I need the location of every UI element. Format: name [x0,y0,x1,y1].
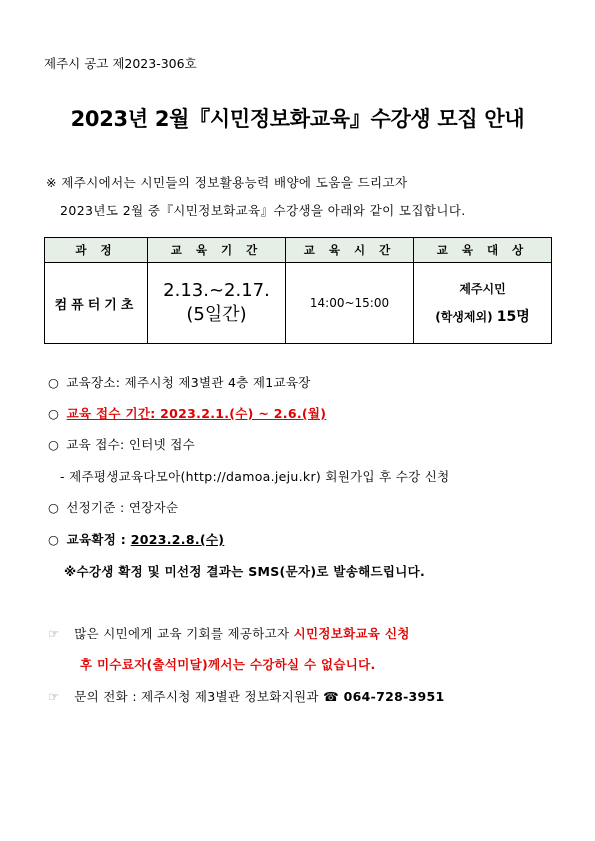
circle-bullet-icon: ○ [48,532,60,547]
header-target: 교 육 대 상 [414,238,552,263]
note1-red: 시민정보화교육 신청 [293,626,410,641]
note2-red: 후 미수료자(출석미달)께서는 수강하실 수 없습니다. [80,657,376,672]
header-period: 교 육 기 간 [148,238,286,263]
period-dates: 2.13.~2.17. [163,280,270,301]
course-target [414,263,552,344]
contact-line [48,687,445,705]
contact-text: 문의 전화 : 제주시청 제3별관 정보화지원과 [74,689,319,704]
table-header-row [45,238,552,263]
circle-bullet-icon: ○ [48,375,60,390]
reception-period-text: 교육 접수 기간: 2023.2.1.(수) ~ 2.6.(월) [66,406,327,421]
pointing-hand-icon: ☞ [48,689,60,704]
target-count: 15명 [496,309,530,325]
item-location [48,373,311,391]
item-confirm [48,530,224,548]
item-reception-method [48,435,195,453]
header-time: 교 육 시 간 [286,238,414,263]
item-reception-period [48,404,326,422]
course-time: 14:00~15:00 [286,263,414,344]
target-group: 제주시민 [459,282,506,296]
period-days: (5일간) [186,304,247,325]
course-name: 컴퓨터기초 [45,263,148,344]
reception-method-text: 교육 접수: 인터넷 접수 [66,437,195,452]
table-row [45,263,552,344]
confirm-date: 2023.2.8.(수) [130,532,225,547]
course-period [148,263,286,344]
reception-site-text: - 제주평생교육다모아(http://damoa.jeju.kr) 회원가입 후 수강 신청 [60,469,450,484]
pointing-hand-icon: ☞ [48,626,60,641]
confirm-label: 교육확정 : [66,532,127,547]
header-course: 과 정 [45,238,148,263]
page-title: 2023년 2월『시민정보화교육』수강생 모집 안내 [70,107,525,131]
notice-number: 제주시 공고 제2023-306호 [44,56,197,71]
note1-plain: 많은 시민에게 교육 기회를 제공하고자 [74,626,290,641]
circle-bullet-icon: ○ [48,437,60,452]
circle-bullet-icon: ○ [48,500,60,515]
target-exclusion: (학생제외) [435,310,493,324]
sms-note: ※수강생 확정 및 미선정 결과는 SMS(문자)로 발송해드립니다. [64,564,426,579]
circle-bullet-icon: ○ [48,406,60,421]
location-text: 교육장소: 제주시청 제3별관 4층 제1교육장 [66,375,311,390]
contact-phone: ☎ 064-728-3951 [323,689,445,704]
item-selection [48,498,178,516]
target-detail [414,303,551,331]
note-line-1 [48,624,410,642]
intro-line-2: 2023년도 2월 중『시민정보화교육』수강생을 아래와 같이 모집합니다. [60,203,466,218]
selection-text: 선정기준 : 연장자순 [66,500,179,515]
intro-line-1: ※ 제주시에서는 시민들의 정보활용능력 배양에 도움을 드리고자 [46,175,408,190]
course-info-table [44,237,552,344]
